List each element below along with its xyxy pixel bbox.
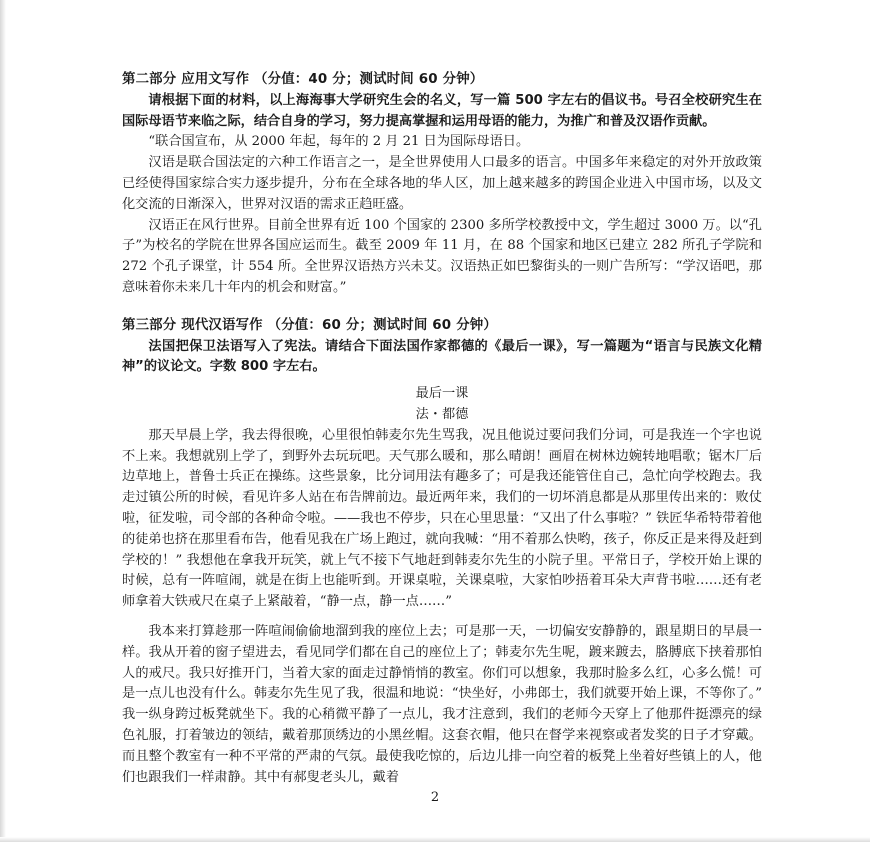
story-body <box>122 426 762 789</box>
scan-shadow-bottom <box>0 837 870 842</box>
section2-material-2: 汉语是联合国法定的六种工作语言之一，是全世界使用人口最多的语言。中国多年来稳定的对外开放政策已经使得国家综合实力逐步提升，分布在全球各地的华人区，加上越来越多的跨国企业进入中国市场，以及文化交流的日渐深入，世界对汉语的需求正趋旺盛。 <box>122 155 762 212</box>
section2-heading: 第二部分 应用文写作 （分值：40 分；测试时间 60 分钟） <box>122 72 484 87</box>
section3-instruction: 法国把保卫法语写入了宪法。请结合下面法国作家都德的《最后一课》，写一篇题为“语言与民族文化精神”的议论文。字数 800 字左右。 <box>122 338 762 375</box>
exam-page <box>122 70 762 788</box>
story-paragraph: 我本来打算趁那一阵喧闹偷偷地溜到我的座位上去；可是那一天，一切偏安安静静的，跟星期日的早晨一样。我从开着的窗子望进去，看见同学们都在自己的座位上了；韩麦尔先生呢，踱来踱去，胳膊底下挟着那怕人的戒尺。我只好推开门，当着大家的面走过静悄悄的教室。你们可以想象，我那时脸多么红，心多么慌！可是一点儿也没有什么。韩麦尔先生见了我，很温和地说：“快坐好，小弗郎士，我们就要开始上课，不等你了。” 我一纵身跨过板凳就坐下。我的心稍微平静了一点儿，我才注意到，我们的老师今天穿上了他那件挺漂亮的绿色礼服，打着皱边的领结，戴着那顶绣边的小黑丝帽。这套衣帽，他只在督学来视察或者发奖的日子才穿戴。而且整个教室有一种不平常的严肃的气氛。最使我吃惊的，后边儿排一向空着的板凳上坐着好些镇上的人，他们也跟我们一样肃静。其中有郝叟老头儿，戴着 <box>122 623 762 785</box>
section2-material-1: “联合国宣布，从 2000 年起，每年的 2 月 21 日为国际母语日。 <box>148 134 530 150</box>
section2-instruction: 请根据下面的材料，以上海海事大学研究生会的名义，写一篇 500 字左右的倡议书。号召全校研究生在国际母语节来临之际，结合自身的学习，努力提高掌握和运用母语的能力，为推广和普及汉语作贡献。 <box>122 92 762 129</box>
story-paragraph: 那天早晨上学，我去得很晚，心里很怕韩麦尔先生骂我，况且他说过要问我们分词，可是我连一个字也说不上来。我想就别上学了，到野外去玩玩吧。天气那么暖和，那么晴朗！画眉在树林边婉转地唱歌；锯木厂后边草地上，普鲁士兵正在操练。这些景象，比分词用法有趣多了；可是我还能管住自己，急忙向学校跑去。我走过镇公所的时候，看见许多人站在布告牌前边。最近两年来，我们的一切坏消息都是从那里传出来的：败仗啦，征发啦，司令部的各种命令啦。——我也不停步，只在心里思量：“又出了什么事啦？” 铁匠华希特带着他的徒弟也挤在那里看布告，他看见我在广场上跑过，就向我喊：“用不着那么快哟，孩子，你反正是来得及赶到学校的！” 我想他在拿我开玩笑，就上气不接下气地赶到韩麦尔先生的小院子里。平常日子，学校开始上课的时候，总有一阵喧闹，就是在街上也能听到。开课桌啦，关课桌啦，大家怕吵捂着耳朵大声背书啦……还有老师拿着大铁戒尺在桌子上紧敲着，“静一点，静一点……” <box>122 427 762 610</box>
story-author: 法・都德 <box>415 406 469 422</box>
section3-heading: 第三部分 现代汉语写作 （分值：60 分；测试时间 60 分钟） <box>122 317 497 333</box>
section2-material-3: 汉语正在风行世界。目前全世界有近 100 个国家的 2300 多所学校教授中文，学生超过 3000 万。以“孔子”为校名的学院在世界各国应运而生。截至 2009 年 11 月，在 88 个国家和地区已建立 282 所孔子学院和 272 个孔子课堂，计 554 所。全世界汉语热方兴未艾。汉语热正如巴黎街头的一则广告所写：“学汉语吧，那意味着你未来几十年内的机会和财富。” <box>122 217 762 295</box>
scan-shadow-left <box>0 0 6 842</box>
page-number: 2 <box>430 790 440 805</box>
story-title: 最后一课 <box>415 386 469 402</box>
